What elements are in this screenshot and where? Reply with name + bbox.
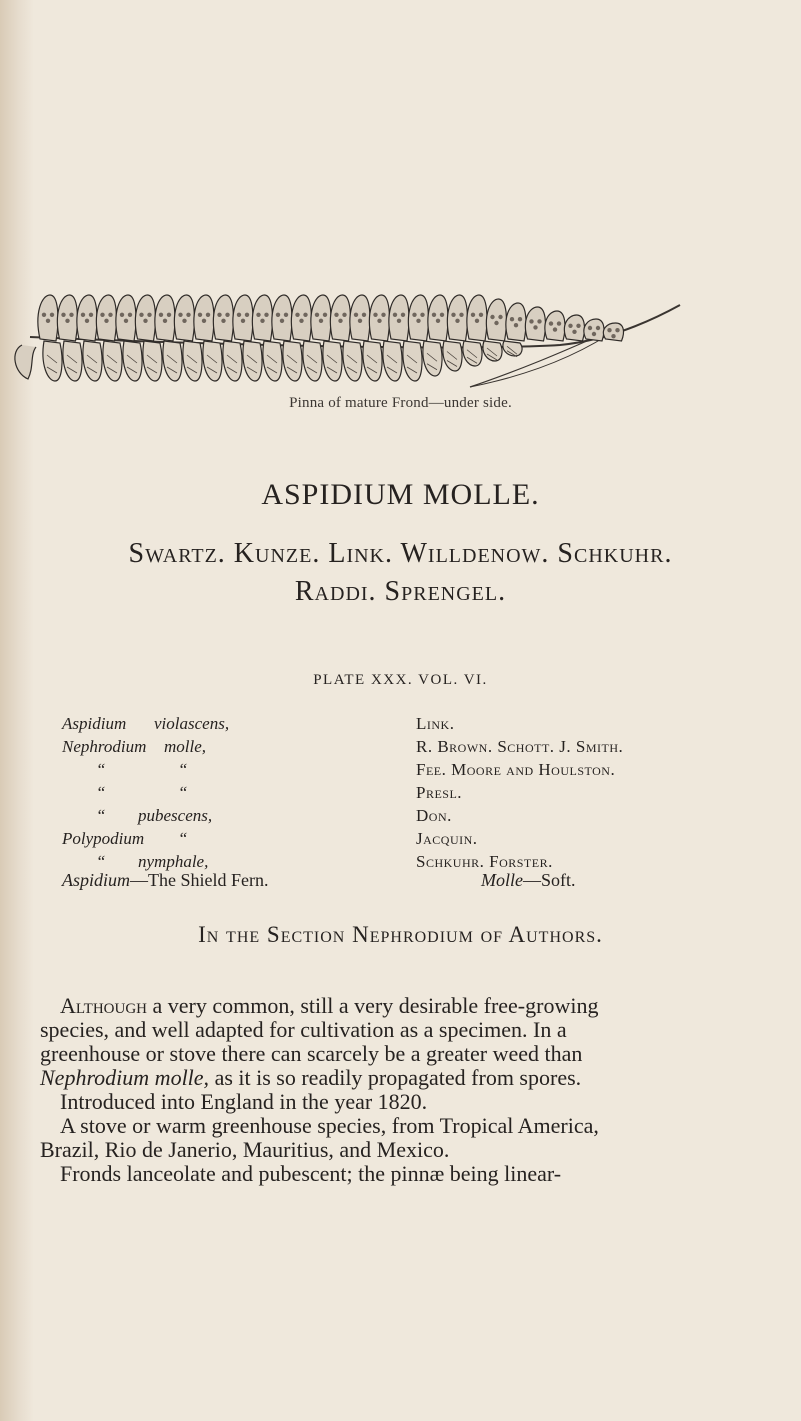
synonym-epithet: molle,: [164, 737, 207, 756]
line-text: as it is so readily propagated from spores.: [209, 1065, 582, 1090]
paragraph-line: Introduced into England in the year 1820.: [60, 1089, 428, 1114]
synonym-authority: R. Brown. Schott. J. Smith.: [416, 737, 624, 756]
genus-meaning: [62, 870, 269, 891]
synonym-genus: Polypodium: [62, 829, 145, 848]
ditto-mark: “: [96, 806, 106, 825]
paragraph-line: species, and well adapted for cultivation as a specimen. In a: [40, 1017, 567, 1042]
synonym-row: [62, 804, 312, 827]
species-name-italic: Nephrodium molle,: [40, 1065, 210, 1090]
paragraph-line: A stove or warm greenhouse species, from Tropical America,: [60, 1113, 599, 1138]
fern-pinna-illustration: [0, 275, 801, 395]
synonym-authority: Schkuhr. Forster.: [416, 852, 553, 871]
ditto-mark: “: [178, 829, 188, 848]
illustration-caption: Pinna of mature Frond—under side.: [289, 395, 512, 411]
description-paragraph: [40, 994, 792, 1186]
synonym-row: [62, 781, 312, 804]
synonym-genus: Nephrodium: [62, 737, 147, 756]
genus-meaning-text: —The Shield Fern.: [130, 870, 269, 890]
section-heading: In the Section Nephrodium of Authors.: [198, 922, 603, 947]
synonym-row: [62, 735, 312, 758]
lead-word: Although: [60, 993, 147, 1018]
line-text: a very common, still a very desirable free-growing: [147, 993, 599, 1018]
plate-reference: PLATE XXX. VOL. VI.: [313, 672, 488, 688]
synonym-genus: Aspidium: [62, 714, 127, 733]
synonym-epithet: pubescens,: [138, 806, 213, 825]
paragraph-line: [40, 994, 792, 1018]
ditto-mark: “: [178, 760, 188, 779]
species-meaning: [481, 870, 576, 891]
synonym-authority: Fee. Moore and Houlston.: [416, 760, 616, 779]
synonym-row: [62, 827, 312, 850]
page-title: ASPIDIUM MOLLE.: [261, 478, 540, 511]
ditto-mark: “: [96, 783, 106, 802]
species-word: Molle: [481, 870, 523, 890]
synonym-authorities-column: [416, 712, 796, 873]
paragraph-line: [40, 1066, 792, 1090]
synonym-authority: Don.: [416, 806, 452, 825]
ditto-mark: “: [96, 760, 106, 779]
synonym-epithet: violascens,: [154, 714, 230, 733]
synonym-names-column: [62, 712, 312, 873]
paragraph-line: Fronds lanceolate and pubescent; the pinnæ being linear-: [60, 1161, 562, 1186]
synonym-row: [62, 712, 312, 735]
synonym-authority: Presl.: [416, 783, 463, 802]
synonym-authority: Link.: [416, 714, 455, 733]
genus-word: Aspidium: [62, 870, 131, 890]
paragraph-line: Brazil, Rio de Janerio, Mauritius, and Mexico.: [40, 1137, 450, 1162]
synonym-authority: Jacquin.: [416, 829, 478, 848]
paragraph-line: greenhouse or stove there can scarcely be a greater weed than: [40, 1041, 583, 1066]
ditto-mark: “: [178, 783, 188, 802]
authorities-line-2: Raddi. Sprengel.: [294, 576, 507, 607]
synonym-row: [62, 758, 312, 781]
page-edge: [0, 0, 34, 1421]
synonym-epithet: nymphale,: [138, 852, 209, 871]
species-meaning-text: —Soft.: [523, 870, 576, 890]
authorities-line-1: Swartz. Kunze. Link. Willdenow. Schkuhr.: [128, 538, 673, 569]
ditto-mark: “: [96, 852, 106, 871]
